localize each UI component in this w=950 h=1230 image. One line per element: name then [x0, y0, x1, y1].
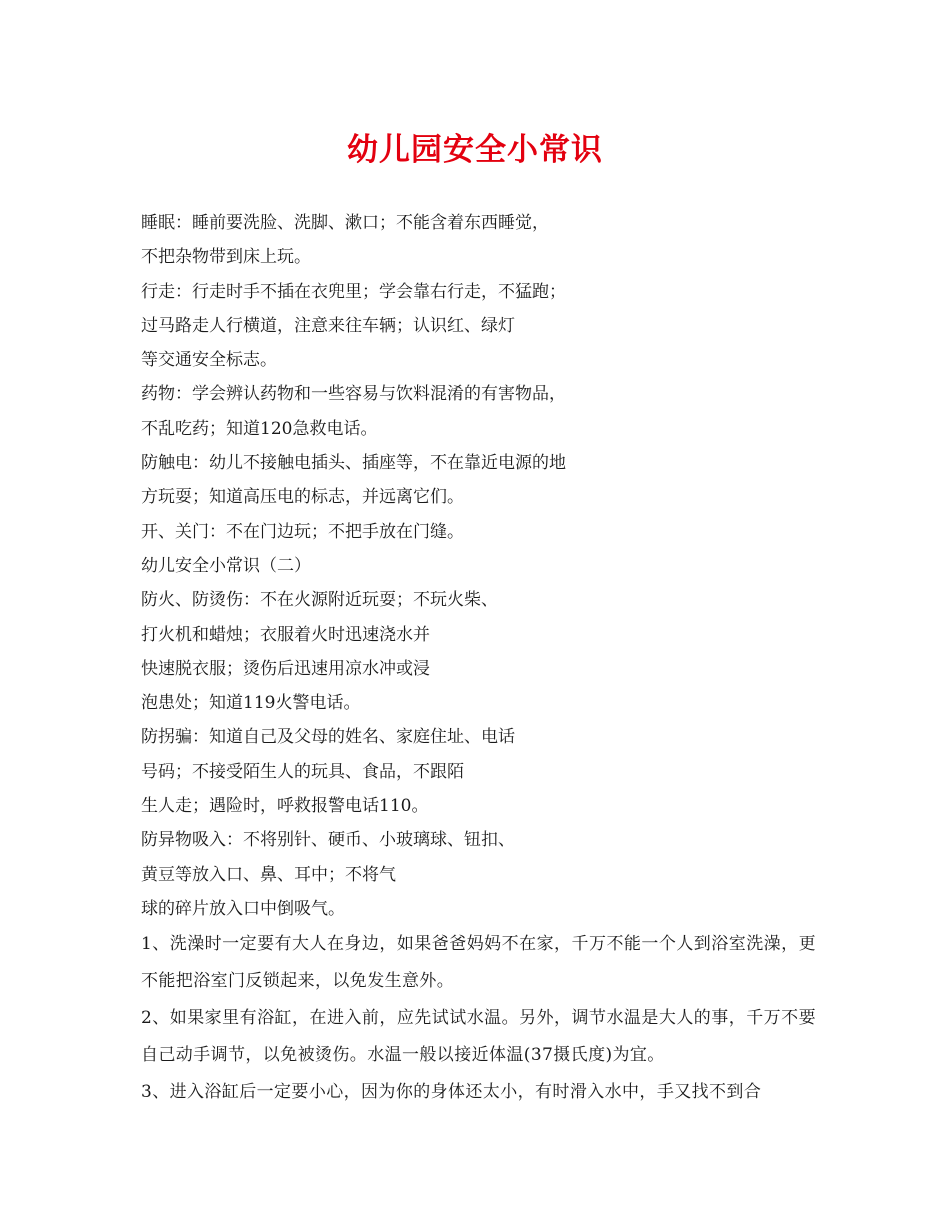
text-line: 开、关门：不在门边玩；不把手放在门缝。 [141, 521, 464, 542]
text-line: 过马路走人行横道，注意来往车辆；认识红、绿灯 [141, 315, 515, 336]
text-line: 防触电：幼儿不接触电插头、插座等，不在靠近电源的地 [141, 453, 566, 474]
text-line: 生人走；遇险时，呼救报警电话110。 [141, 796, 429, 817]
numbered-paragraph: 2、如果家里有浴缸，在进入前，应先试试水温。另外，调节水温是大人的事，千万不要自己动手调节，以免被烫伤。水温一般以接近体温(37摄氏度)为宜。 [141, 1008, 816, 1066]
text-line: 睡眠：睡前要洗脸、洗脚、漱口；不能含着东西睡觉， [141, 213, 549, 233]
section-heading: 幼儿安全小常识（二） [141, 555, 311, 576]
text-line: 不把杂物带到床上玩。 [141, 247, 311, 268]
numbered-paragraph: 3、进入浴缸后一定要小心，因为你的身体还太小，有时滑入水中，手又找不到合 [141, 1082, 762, 1103]
text-line: 泡患处；知道119火警电话。 [141, 693, 361, 714]
text-line: 号码；不接受陌生人的玩具、食品，不跟陌 [141, 761, 464, 782]
text-line: 打火机和蜡烛；衣服着火时迅速浇水并 [141, 624, 430, 645]
text-line: 行走：行走时手不插在衣兜里；学会靠右行走，不猛跑； [141, 281, 566, 302]
text-line: 等交通安全标志。 [141, 350, 277, 371]
text-line: 黄豆等放入口、鼻、耳中；不将气 [141, 864, 396, 885]
text-line: 药物：学会辨认药物和一些容易与饮料混淆的有害物品， [141, 384, 566, 405]
document-body [141, 206, 816, 1111]
text-line: 不乱吃药；知道120急救电话。 [141, 418, 378, 439]
text-line: 防火、防烫伤：不在火源附近玩耍；不玩火柴、 [141, 590, 498, 611]
text-line: 防异物吸入：不将别针、硬币、小玻璃球、钮扣、 [141, 830, 515, 851]
document-title: 幼儿园安全小常识 [347, 132, 603, 168]
text-line: 防拐骗：知道自己及父母的姓名、家庭住址、电话 [141, 727, 515, 748]
numbered-paragraph: 1、洗澡时一定要有大人在身边，如果爸爸妈妈不在家，千万不能一个人到浴室洗澡，更不能把浴室门反锁起来，以免发生意外。 [141, 934, 816, 992]
text-line: 方玩耍；知道高压电的标志，并远离它们。 [141, 487, 464, 508]
text-line: 快速脱衣服；烫伤后迅速用凉水冲或浸 [141, 658, 430, 679]
text-line: 球的碎片放入口中倒吸气。 [141, 898, 345, 919]
